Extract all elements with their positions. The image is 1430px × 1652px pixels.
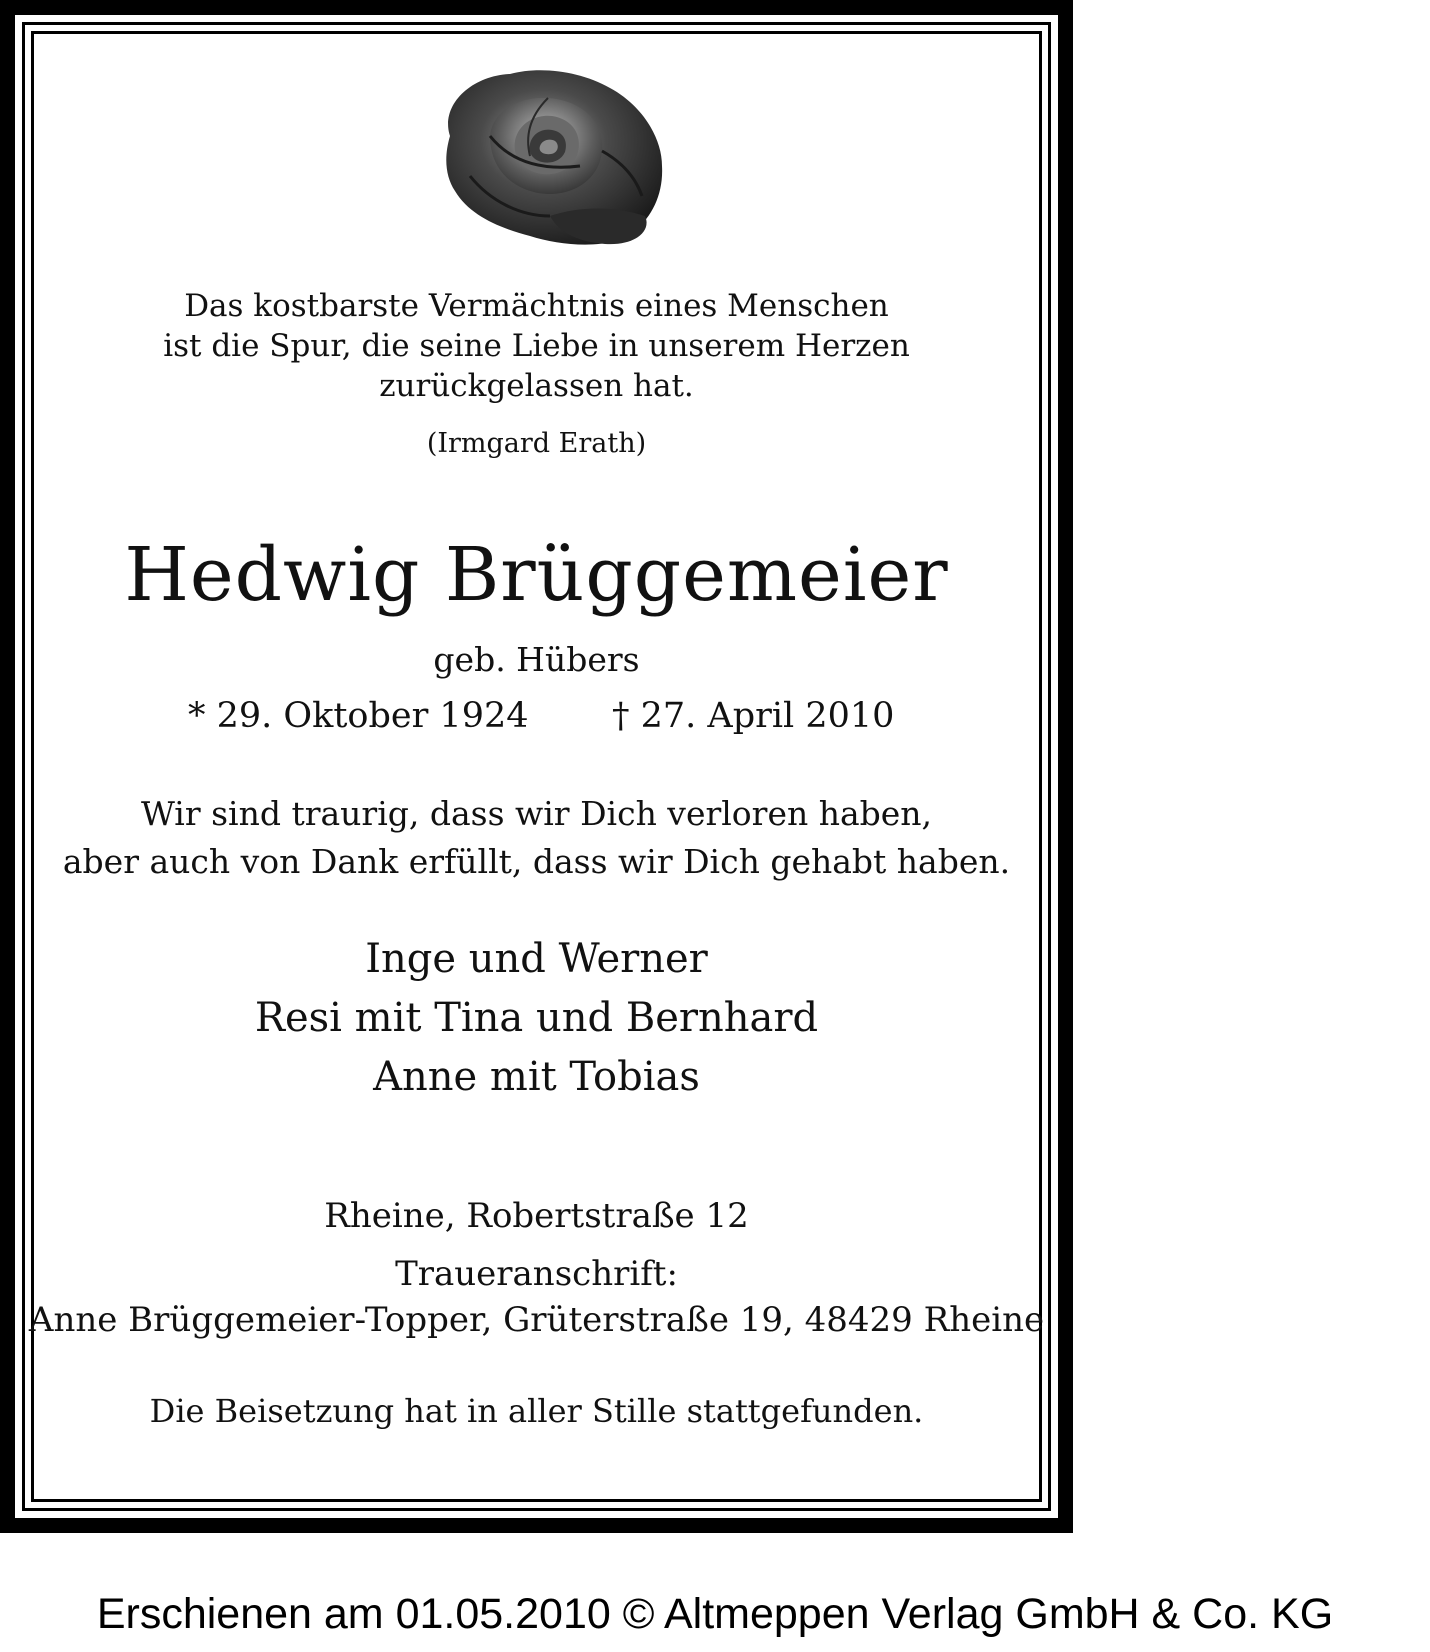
farewell-line-1: Wir sind traurig, dass wir Dich verloren haben,: [140, 794, 933, 833]
quote-line-1: Das kostbarste Vermächtnis eines Menschen: [184, 288, 889, 324]
mourning-address-label: Traueranschrift:: [395, 1254, 678, 1294]
farewell-line-2: aber auch von Dank erfüllt, dass wir Dich gehabt haben.: [62, 842, 1011, 881]
quote-line-3: zurückgelassen hat.: [379, 368, 694, 404]
life-dates: [0, 696, 1073, 744]
mourner-line-1: Inge und Werner: [365, 936, 708, 982]
deceased-name: Hedwig Brüggemeier: [124, 532, 949, 618]
birth-date: * 29. Oktober 1924: [188, 696, 529, 736]
mourner-line-2: Resi mit Tina und Bernhard: [254, 995, 819, 1041]
burial-note: Die Beisetzung hat in aller Stille stattgefunden.: [149, 1392, 924, 1430]
mourner-line-3: Anne mit Tobias: [373, 1054, 700, 1100]
rose-icon: [430, 66, 670, 248]
residence-address: Rheine, Robertstraße 12: [324, 1196, 749, 1236]
quote-line-2: ist die Spur, die seine Liebe in unserem Herzen: [163, 328, 910, 364]
death-date: † 27. April 2010: [612, 696, 895, 736]
maiden-name: geb. Hübers: [433, 640, 640, 679]
quote-author: (Irmgard Erath): [426, 428, 647, 459]
publication-footer: Erschienen am 01.05.2010 © Altmeppen Verlag GmbH & Co. KG: [96, 1590, 1334, 1638]
mourning-address: Anne Brüggemeier-Topper, Grüterstraße 19, 48429 Rheine: [28, 1300, 1045, 1340]
